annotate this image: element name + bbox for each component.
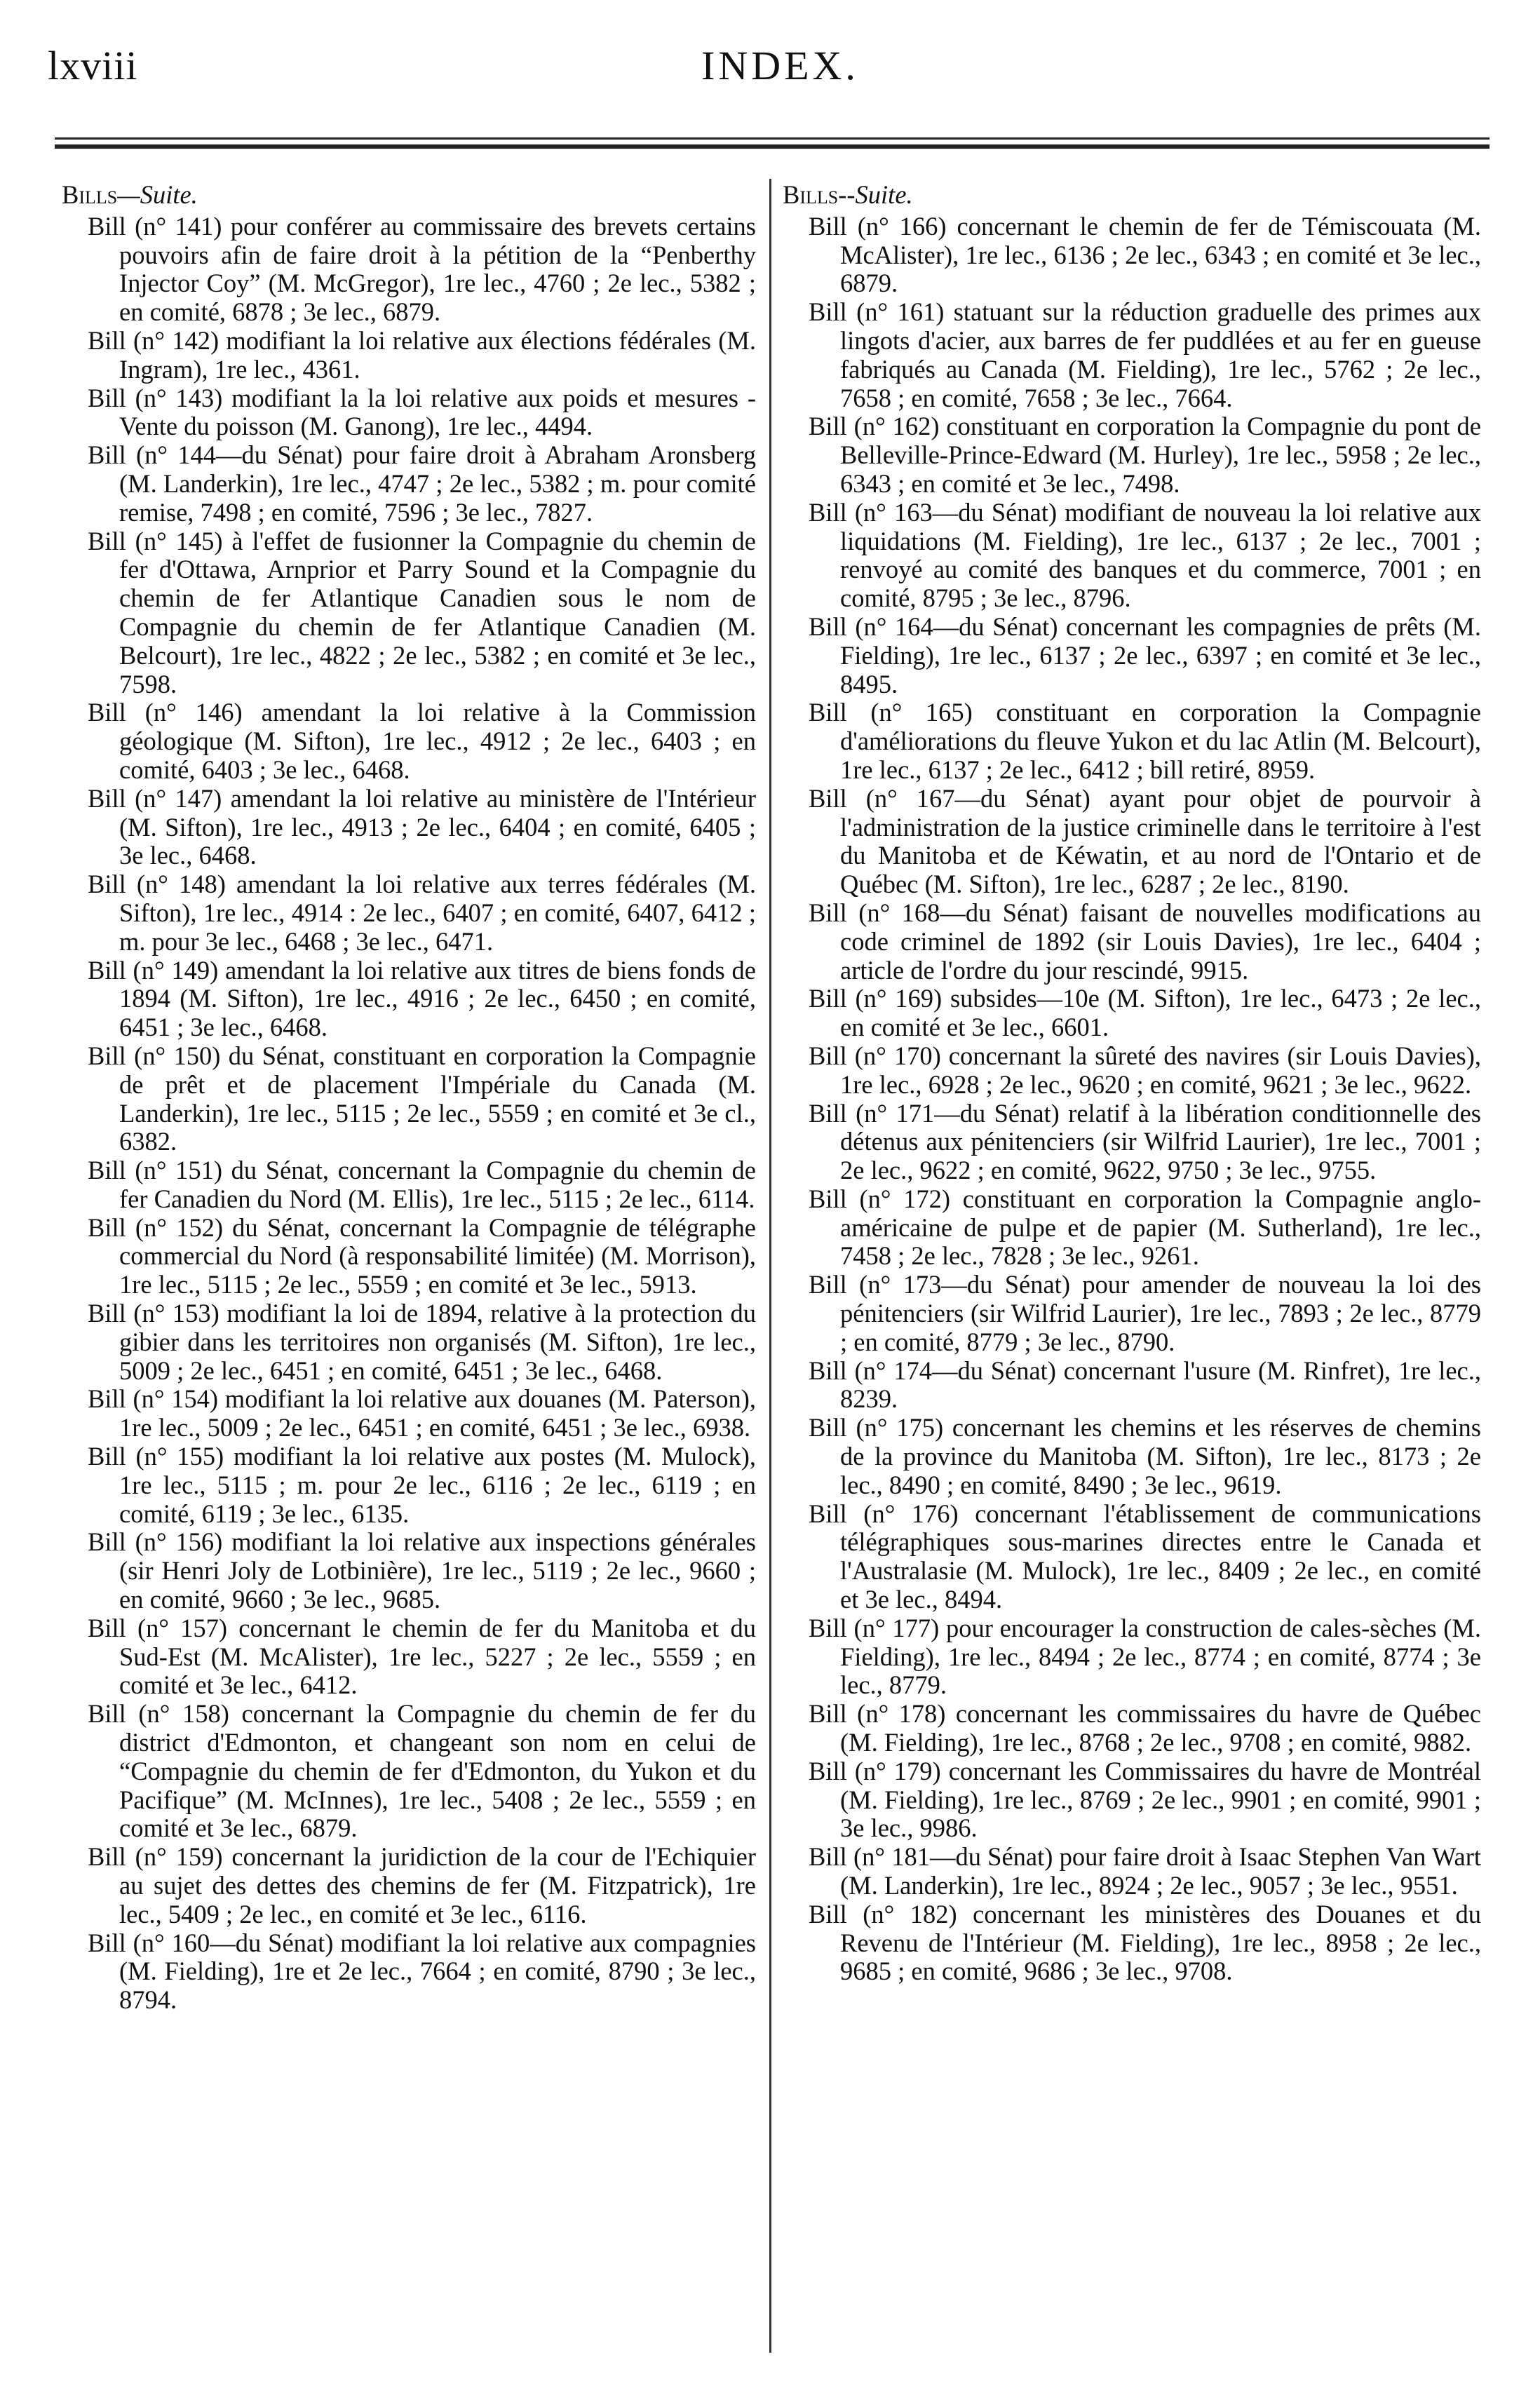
index-entry: Bill (n° 176) concernant l'établissement de communications télégraphiques sous-marines directes entre le Canada et l'Australasie (M. Mulock), 1re lec., 8409 ; 2e lec., en comité et 3e lec., 8494. (809, 1499, 1481, 1614)
index-entry: Bill (n° 167—du Sénat) ayant pour objet de pourvoir à l'administration de la justice criminelle dans le territoire à l'est du Manitoba et de Kéwatin, et au nord de l'Ontario et de Québec (M. Sifton), 1re lec., 6287 ; 2e lec., 8190. (809, 783, 1481, 899)
index-entry: Bill (n° 150) du Sénat, constituant en corporation la Compagnie de prêt et de placement l'Impériale du Canada (M. Landerkin), 1re lec., 5115 ; 2e lec., 5559 ; en comité et 3e cl., 6382. (88, 1041, 756, 1156)
running-head (783, 181, 1481, 210)
header-rule-thick (55, 144, 1490, 149)
index-entry: Bill (n° 179) concernant les Commissaires du havre de Montréal (M. Fielding), 1re lec., 8769 ; 2e lec., 9901 ; en comité, 9901 ; 3e lec., 9986. (809, 1756, 1481, 1843)
column-divider (769, 179, 771, 2353)
index-entry: Bill (n° 169) subsides—10e (M. Sifton), 1re lec., 6473 ; 2e lec., en comité et 3e lec., 6601. (809, 984, 1481, 1042)
running-head (62, 181, 756, 210)
index-entry: Bill (n° 171—du Sénat) relatif à la libération conditionnelle des détenus aux pénitenciers (sir Wilfrid Laurier), 1re lec., 7001 ; 2e lec., 9622 ; en comité, 9622, 9750 ; 3e lec., 9755. (809, 1098, 1481, 1185)
running-head-suite: --Suite. (838, 180, 913, 209)
index-entry: Bill (n° 148) amendant la loi relative aux terres fédérales (M. Sifton), 1re lec., 4914 : 2e lec., 6407 ; en comité, 6407, 6412 ; m. pour 3e lec., 6468 ; 3e lec., 6471. (88, 870, 756, 956)
index-entry: Bill (n° 177) pour encourager la construction de cales-sèches (M. Fielding), 1re lec., 8494 ; 2e lec., 8774 ; en comité, 8774 ; 3e lec., 8779. (809, 1613, 1481, 1700)
index-entry: Bill (n° 143) modifiant la la loi relative aux poids et mesures -Vente du poisson (M. Ganong), 1re lec., 4494. (88, 383, 756, 441)
running-head-suite: —Suite. (117, 180, 198, 209)
index-entry: Bill (n° 157) concernant le chemin de fer du Manitoba et du Sud-Est (M. McAlister), 1re lec., 5227 ; 2e lec., 5559 ; en comité et 3e lec., 6412. (88, 1613, 756, 1700)
index-entry: Bill (n° 172) constituant en corporation la Compagnie anglo-américaine de pulpe et de papier (M. Sutherland), 1re lec., 7458 ; 2e lec., 7828 ; 3e lec., 9261. (809, 1184, 1481, 1271)
index-entry: Bill (n° 142) modifiant la loi relative aux élections fédérales (M. Ingram), 1re lec., 4361. (88, 325, 756, 384)
index-entry: Bill (n° 164—du Sénat) concernant les compagnies de prêts (M. Fielding), 1re lec., 6137 ; 2e lec., 6397 ; en comité et 3e lec., 8495. (809, 611, 1481, 698)
index-entry: Bill (n° 173—du Sénat) pour amender de nouveau la loi des pénitenciers (sir Wilfrid Laurier), 1re lec., 7893 ; 2e lec., 8779 ; en comité, 8779 ; 3e lec., 8790. (809, 1270, 1481, 1356)
index-entry: Bill (n° 145) à l'effet de fusionner la Compagnie du chemin de fer d'Ottawa, Arnprior et Parry Sound et la Compagnie du chemin de fer Atlantique Canadien sous le nom de Compagnie du chemin de fer Atlantique Canadien (M. Belcourt), 1re lec., 4822 ; 2e lec., 5382 ; en comité et 3e lec., 7598. (88, 526, 756, 698)
index-entry: Bill (n° 154) modifiant la loi relative aux douanes (M. Paterson), 1re lec., 5009 ; 2e lec., 6451 ; en comité, 6451 ; 3e lec., 6938. (88, 1384, 756, 1442)
running-head-main: Bills (62, 180, 118, 209)
index-entry: Bill (n° 141) pour conférer au commissaire des brevets certains pouvoirs afin de faire droit à la pétition de la “Penberthy Injector Coy” (M. McGregor), 1re lec., 4760 ; 2e lec., 5382 ; en comité, 6878 ; 3e lec., 6879. (88, 211, 756, 327)
index-entry: Bill (n° 158) concernant la Compagnie du chemin de fer du district d'Edmonton, et changeant son nom en celui de “Compagnie du chemin de fer d'Edmonton, du Yukon et du Pacifique” (M. McInnes), 1re lec., 5408 ; 2e lec., 5559 ; en comité et 3e lec., 6879. (88, 1699, 756, 1843)
index-entry: Bill (n° 166) concernant le chemin de fer de Témiscouata (M. McAlister), 1re lec., 6136 ; 2e lec., 6343 ; en comité et 3e lec., 6879. (809, 211, 1481, 298)
index-entry: Bill (n° 178) concernant les commissaires du havre de Québec (M. Fielding), 1re lec., 8768 ; 2e lec., 9708 ; en comité, 9882. (809, 1699, 1481, 1757)
header-rule-thin (55, 137, 1490, 140)
index-entry: Bill (n° 162) constituant en corporation la Compagnie du pont de Belleville-Prince-Edward (M. Hurley), 1re lec., 5958 ; 2e lec., 6343 ; en comité et 3e lec., 7498. (809, 412, 1481, 498)
index-entry: Bill (n° 174—du Sénat) concernant l'usure (M. Rinfret), 1re lec., 8239. (809, 1356, 1481, 1414)
index-entry: Bill (n° 149) amendant la loi relative aux titres de biens fonds de 1894 (M. Sifton), 1re lec., 4916 ; 2e lec., 6450 ; en comité, 6451 ; 3e lec., 6468. (88, 955, 756, 1042)
index-entry: Bill (n° 156) modifiant la loi relative aux inspections générales (sir Henri Joly de Lotbinière), 1re lec., 5119 ; 2e lec., 9660 ; en comité, 9660 ; 3e lec., 9685. (88, 1527, 756, 1614)
index-entry: Bill (n° 151) du Sénat, concernant la Compagnie du chemin de fer Canadien du Nord (M. Ellis), 1re lec., 5115 ; 2e lec., 6114. (88, 1156, 756, 1213)
index-entry: Bill (n° 155) modifiant la loi relative aux postes (M. Mulock), 1re lec., 5115 ; m. pour 2e lec., 6116 ; 2e lec., 6119 ; en comité, 6119 ; 3e lec., 6135. (88, 1442, 756, 1528)
left-column (62, 181, 756, 2015)
page-number: lxviii (48, 43, 138, 88)
right-column (783, 181, 1481, 1986)
page-title: INDEX. (701, 43, 859, 88)
index-entry: Bill (n° 163—du Sénat) modifiant de nouveau la loi relative aux liquidations (M. Fielding), 1re lec., 6137 ; 2e lec., 7001 ; renvoyé au comité des banques et du commerce, 7001 ; en comité, 8795 ; 3e lec., 8796. (809, 497, 1481, 613)
index-entry: Bill (n° 168—du Sénat) faisant de nouvelles modifications au code criminel de 1892 (sir Louis Davies), 1re lec., 6404 ; article de l'ordre du jour rescindé, 9915. (809, 898, 1481, 985)
index-entry: Bill (n° 153) modifiant la loi de 1894, relative à la protection du gibier dans les territoires non organisés (M. Sifton), 1re lec., 5009 ; 2e lec., 6451 ; en comité, 6451 ; 3e lec., 6468. (88, 1299, 756, 1385)
index-entry: Bill (n° 147) amendant la loi relative au ministère de l'Intérieur (M. Sifton), 1re lec., 4913 ; 2e lec., 6404 ; en comité, 6405 ; 3e lec., 6468. (88, 783, 756, 870)
index-entry: Bill (n° 170) concernant la sûreté des navires (sir Louis Davies), 1re lec., 6928 ; 2e lec., 9620 ; en comité, 9621 ; 3e lec., 9622. (809, 1041, 1481, 1099)
index-entry: Bill (n° 160—du Sénat) modifiant la loi relative aux compagnies (M. Fielding), 1re et 2e lec., 7664 ; en comité, 8790 ; 3e lec., 8794. (88, 1928, 756, 2015)
index-entry: Bill (n° 182) concernant les ministères des Douanes et du Revenu de l'Intérieur (M. Fielding), 1re lec., 8958 ; 2e lec., 9685 ; en comité, 9686 ; 3e lec., 9708. (809, 1899, 1481, 1986)
index-entry: Bill (n° 159) concernant la juridiction de la cour de l'Echiquier au sujet des dettes des chemins de fer (M. Fitzpatrick), 1re lec., 5409 ; 2e lec., en comité et 3e lec., 6116. (88, 1842, 756, 1928)
index-entry: Bill (n° 165) constituant en corporation la Compagnie d'améliorations du fleuve Yukon et du lac Atlin (M. Belcourt), 1re lec., 6137 ; 2e lec., 6412 ; bill retiré, 8959. (809, 698, 1481, 784)
index-entry: Bill (n° 161) statuant sur la réduction graduelle des primes aux lingots d'acier, aux barres de fer puddlées et au fer en gueuse fabriqués au Canada (M. Fielding), 1re lec., 5762 ; 2e lec., 7658 ; en comité, 7658 ; 3e lec., 7664. (809, 297, 1481, 412)
running-head-main: Bills (783, 180, 839, 209)
index-entry: Bill (n° 144—du Sénat) pour faire droit à Abraham Aronsberg (M. Landerkin), 1re lec., 4747 ; 2e lec., 5382 ; m. pour comité remise, 7498 ; en comité, 7596 ; 3e lec., 7827. (88, 440, 756, 527)
index-entry: Bill (n° 181—du Sénat) pour faire droit à Isaac Stephen Van Wart (M. Landerkin), 1re lec., 8924 ; 2e lec., 9057 ; 3e lec., 9551. (809, 1842, 1481, 1900)
index-entry: Bill (n° 146) amendant la loi relative à la Commission géologique (M. Sifton), 1re lec., 4912 ; 2e lec., 6403 ; en comité, 6403 ; 3e lec., 6468. (88, 698, 756, 784)
index-entry: Bill (n° 152) du Sénat, concernant la Compagnie de télégraphe commercial du Nord (à responsabilité limitée) (M. Morrison), 1re lec., 5115 ; 2e lec., 5559 ; en comité et 3e lec., 5913. (88, 1212, 756, 1299)
index-entry: Bill (n° 175) concernant les chemins et les réserves de chemins de la province du Manitoba (M. Sifton), 1re lec., 8173 ; 2e lec., 8490 ; en comité, 8490 ; 3e lec., 9619. (809, 1413, 1481, 1499)
